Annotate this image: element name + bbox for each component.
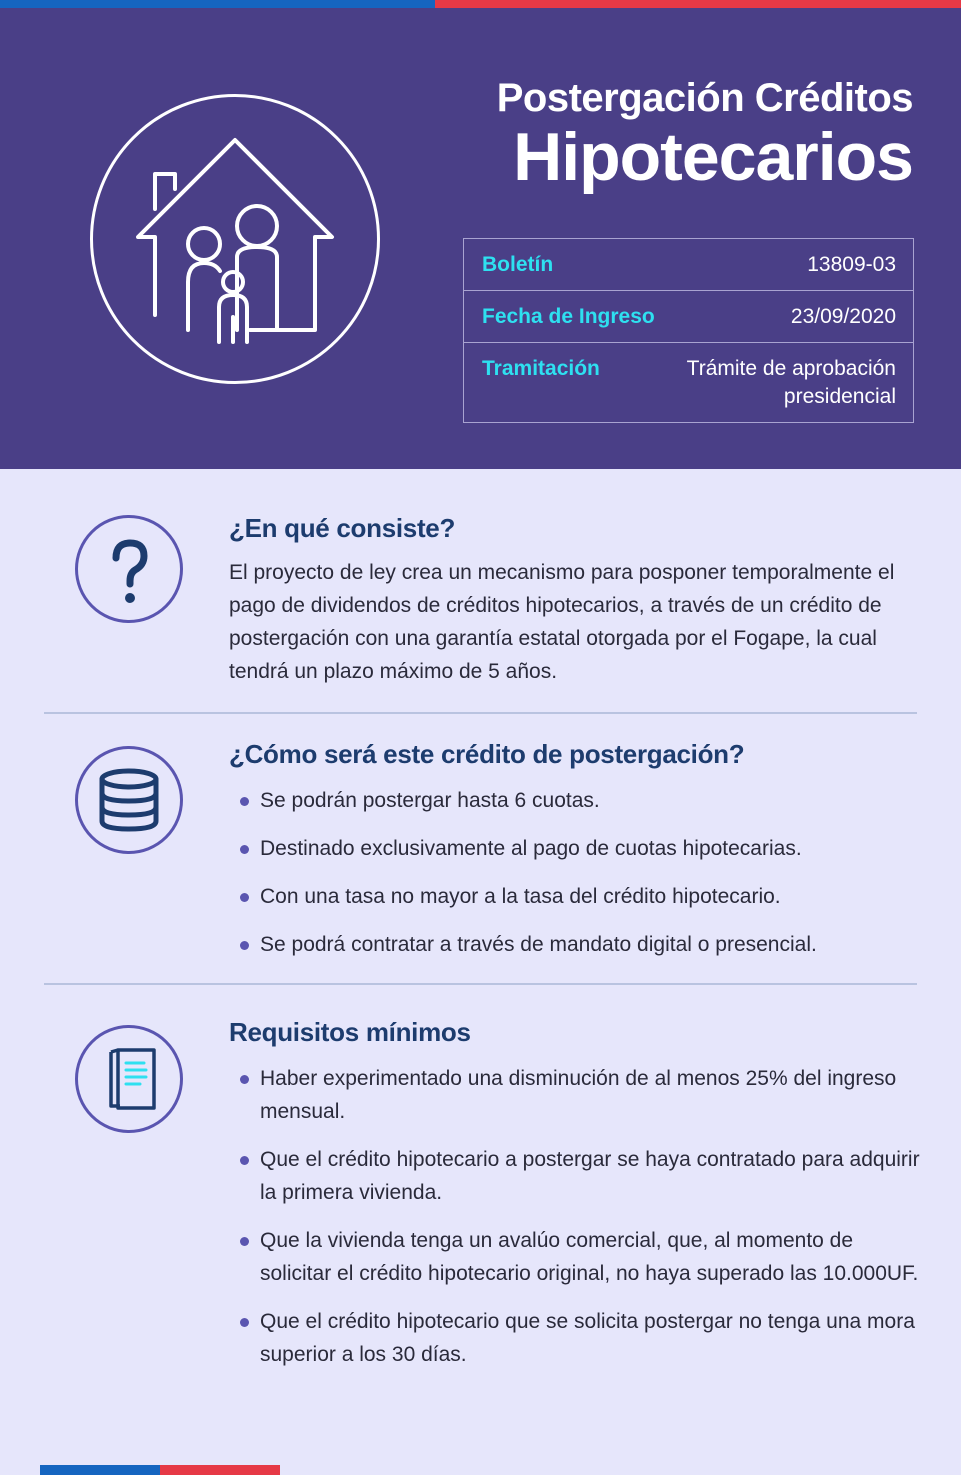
bullet-list	[240, 784, 920, 961]
info-row-boletin	[464, 239, 913, 291]
coin-stack-icon	[75, 746, 183, 854]
info-label: Fecha de Ingreso	[482, 305, 655, 328]
bottom-bar-blue	[40, 1465, 160, 1475]
info-table	[463, 238, 914, 423]
question-mark-icon	[75, 515, 183, 623]
section-title: Requisitos mínimos	[229, 1017, 471, 1047]
top-color-bar	[0, 0, 961, 8]
list-item: Se podrá contratar a través de mandato digital o presencial.	[240, 928, 920, 961]
list-item: Con una tasa no mayor a la tasa del crédito hipotecario.	[240, 880, 920, 913]
info-value: 23/09/2020	[790, 305, 896, 328]
list-item: Haber experimentado una disminución de al menos 25% del ingreso mensual.	[240, 1062, 920, 1128]
info-row-fecha	[464, 291, 913, 343]
list-item: Que el crédito hipotecario que se solicita postergar no tenga una mora superior a los 30 días.	[240, 1305, 920, 1371]
section-paragraph: El proyecto de ley crea un mecanismo para posponer temporalmente el pago de dividendos de créditos hipotecarios, a través de un crédito de postergación con una garantía estatal otorgada por el Fogape, la cual tendrá un plazo máximo de 5 años.	[229, 561, 895, 683]
top-bar-red	[435, 0, 961, 8]
top-bar-blue	[0, 0, 435, 8]
list-item: Se podrán postergar hasta 6 cuotas.	[240, 784, 920, 817]
info-row-tramitacion	[464, 343, 913, 422]
bottom-bar-red	[160, 1465, 280, 1475]
document-icon	[75, 1025, 183, 1133]
divider	[44, 712, 917, 714]
info-value: Trámite de aprobación presidencial	[686, 357, 896, 408]
section-title: ¿En qué consiste?	[229, 513, 456, 543]
divider	[44, 983, 917, 985]
header-banner	[0, 8, 961, 469]
title-line-1: Postergación Créditos	[496, 76, 913, 120]
info-label: Tramitación	[482, 357, 600, 380]
info-label: Boletín	[482, 253, 554, 276]
list-item: Que el crédito hipotecario a postergar se haya contratado para adquirir la primera vivienda.	[240, 1143, 920, 1209]
bullet-list	[240, 1062, 920, 1371]
info-value: 13809-03	[807, 253, 896, 276]
house-family-icon	[90, 94, 380, 384]
section-title: ¿Cómo será este crédito de postergación?	[229, 739, 745, 769]
list-item: Destinado exclusivamente al pago de cuotas hipotecarias.	[240, 832, 920, 865]
bottom-color-bar	[40, 1465, 280, 1475]
page-title: Hipotecarios	[513, 119, 913, 195]
list-item: Que la vivienda tenga un avalúo comercial, que, al momento de solicitar el crédito hipotecario original, no haya superado las 10.000UF.	[240, 1224, 920, 1290]
